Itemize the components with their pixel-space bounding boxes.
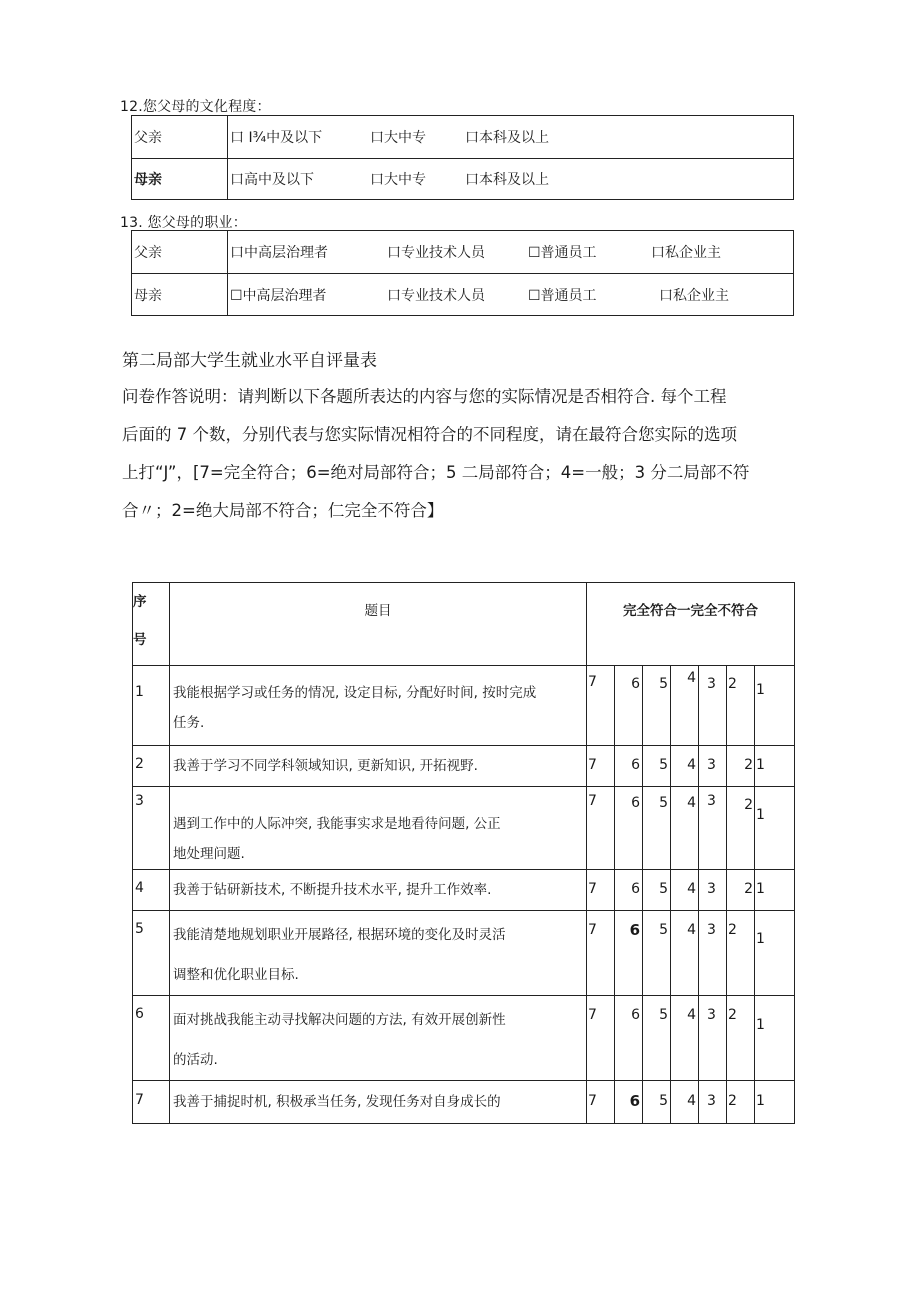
table-row (133, 746, 795, 787)
row-number: 6 (133, 996, 170, 1081)
score-3[interactable]: 3 (699, 870, 727, 911)
score-4[interactable]: 4 (671, 996, 699, 1081)
q12-row-father (132, 116, 794, 159)
row-question (170, 746, 587, 787)
question-line: 我能清楚地规划职业开展路径, 根据环境的变化及时灵活 (173, 927, 506, 943)
score-4[interactable]: 4 (671, 787, 699, 870)
q12-option[interactable]: 口高中及以下 (230, 172, 314, 188)
header-seq-bottom: 号 (133, 632, 147, 648)
q13-row-father (132, 231, 794, 274)
score-6[interactable]: 6 (615, 787, 643, 870)
row-question (170, 911, 587, 996)
score-2[interactable]: 2 (727, 787, 755, 870)
score-1[interactable]: 1 (755, 911, 795, 996)
row-number: 1 (133, 666, 170, 746)
row-number: 7 (133, 1081, 170, 1124)
instructions-line: 合〃；2=绝大局部不符合；仁完全不符合】 (122, 501, 444, 520)
q12-who: 父亲 (132, 116, 228, 159)
score-7[interactable]: 7 (587, 870, 615, 911)
header-title: 题目 (170, 583, 587, 666)
score-5[interactable]: 5 (643, 787, 671, 870)
question-line: 我善于学习不同学科领域知识, 更新知识, 开拓视野. (173, 758, 478, 774)
score-2[interactable]: 2 (727, 996, 755, 1081)
score-2[interactable]: 2 (727, 1081, 755, 1124)
row-number: 4 (133, 870, 170, 911)
score-6[interactable]: 6 (615, 996, 643, 1081)
score-7[interactable]: 7 (587, 746, 615, 787)
q12-option[interactable]: 口大中专 (370, 130, 426, 146)
row-question (170, 1081, 587, 1124)
score-2[interactable]: 2 (727, 870, 755, 911)
q13-row-mother (132, 274, 794, 316)
q13-who: 母亲 (132, 274, 228, 316)
score-1[interactable]: 1 (755, 787, 795, 870)
q12-row-mother (132, 159, 794, 200)
q13-option[interactable]: 口专业技术人员 (387, 245, 485, 261)
self-assessment-table (132, 582, 795, 1124)
q13-option[interactable]: ☐中高层治理者 (230, 287, 327, 304)
score-2[interactable]: 2 (727, 746, 755, 787)
table-row (133, 870, 795, 911)
score-1[interactable]: 1 (755, 1081, 795, 1124)
score-7[interactable]: 7 (587, 996, 615, 1081)
score-3[interactable]: 3 (699, 1081, 727, 1124)
score-7[interactable]: 7 (587, 1081, 615, 1124)
q13-option[interactable]: 口专业技术人员 (387, 287, 485, 304)
score-1[interactable]: 1 (755, 746, 795, 787)
question-line: 地处理问题. (173, 846, 245, 862)
q13-option[interactable]: 口私企业主 (651, 245, 721, 261)
score-2[interactable]: 2 (727, 666, 755, 746)
score-6[interactable]: 6 (615, 911, 643, 996)
q12-who: 母亲 (132, 159, 228, 200)
table-row (133, 787, 795, 870)
score-5[interactable]: 5 (643, 911, 671, 996)
score-5[interactable]: 5 (643, 746, 671, 787)
table-row (133, 996, 795, 1081)
q13-option[interactable]: 口中高层治理者 (230, 245, 328, 261)
score-5[interactable]: 5 (643, 1081, 671, 1124)
score-4[interactable]: 4 (671, 746, 699, 787)
score-5[interactable]: 5 (643, 996, 671, 1081)
score-5[interactable]: 5 (643, 666, 671, 746)
section-title: 第二局部大学生就业水平自评量表 (122, 351, 377, 371)
header-scale: 完全符合一完全不符合 (587, 583, 795, 666)
score-6[interactable]: 6 (615, 746, 643, 787)
question-line: 任务. (173, 715, 205, 731)
q12-option[interactable]: 口 I¾中及以下 (230, 130, 323, 146)
score-7[interactable]: 7 (587, 666, 615, 746)
question-line: 我善于钻研新技术, 不断提升技术水平, 提升工作效率. (173, 882, 492, 898)
instructions-line: 后面的 7 个数，分别代表与您实际情况相符合的不同程度，请在最符合您实际的选项 (122, 425, 737, 444)
q13-option[interactable]: ☐普通员工 (528, 287, 597, 304)
instructions-line: 上打“J”，[7=完全符合；6=绝对局部符合；5 二局部符合；4=一般；3 分二局部不符 (122, 463, 750, 482)
header-seq (133, 583, 170, 666)
row-question (170, 787, 587, 870)
q13-option[interactable]: 口私企业主 (659, 287, 729, 304)
table-row (133, 911, 795, 996)
q12-option[interactable]: 口本科及以上 (465, 130, 549, 146)
q12-option[interactable]: 口大中专 (370, 172, 426, 188)
instructions-line: 问卷作答说明：请判断以下各题所表达的内容与您的实际情况是否相符合. 每个工程 (122, 387, 727, 406)
score-1[interactable]: 1 (755, 870, 795, 911)
score-3[interactable]: 3 (699, 746, 727, 787)
row-question (170, 870, 587, 911)
question-line: 的活动. (173, 1052, 218, 1068)
question-line: 遇到工作中的人际冲突, 我能事实求是地看待问题, 公正 (173, 816, 501, 832)
header-seq-top: 序 (133, 594, 147, 610)
score-4[interactable]: 4 (671, 870, 699, 911)
score-3[interactable]: 3 (699, 996, 727, 1081)
question-line: 面对挑战我能主动寻找解决问题的方法, 有效开展创新性 (173, 1012, 506, 1028)
row-question (170, 666, 587, 746)
score-1[interactable]: 1 (755, 666, 795, 746)
row-number: 2 (133, 746, 170, 787)
score-5[interactable]: 5 (643, 870, 671, 911)
score-6[interactable]: 6 (615, 1081, 643, 1124)
q13-who: 父亲 (132, 231, 228, 274)
q13-table (131, 230, 794, 316)
score-3[interactable]: 3 (699, 911, 727, 996)
score-7[interactable]: 7 (587, 787, 615, 870)
score-3[interactable]: 3 (699, 666, 727, 746)
instructions (122, 378, 812, 530)
question-line: 我善于捕捉时机, 积极承当任务, 发现任务对自身成长的 (173, 1094, 501, 1110)
question-line: 调整和优化职业目标. (173, 967, 299, 983)
q13-label: 13. 您父母的职业： (120, 215, 247, 231)
score-7[interactable]: 7 (587, 911, 615, 996)
row-question (170, 996, 587, 1081)
score-6[interactable]: 6 (615, 666, 643, 746)
score-4[interactable]: 4 (671, 1081, 699, 1124)
score-2[interactable]: 2 (727, 911, 755, 996)
question-line: 我能根据学习或任务的情况, 设定目标, 分配好时间, 按时完成 (173, 685, 537, 701)
score-1[interactable]: 1 (755, 996, 795, 1081)
score-4[interactable]: 4 (671, 666, 699, 746)
q12-label: 12.您父母的文化程度： (120, 99, 271, 115)
table-row (133, 1081, 795, 1124)
row-number: 3 (133, 787, 170, 870)
row-number: 5 (133, 911, 170, 996)
score-6[interactable]: 6 (615, 870, 643, 911)
q13-option[interactable]: ☐普通员工 (528, 245, 597, 261)
q12-table (131, 115, 794, 200)
score-4[interactable]: 4 (671, 911, 699, 996)
score-3[interactable]: 3 (699, 787, 727, 870)
table-header (133, 583, 795, 666)
table-row (133, 666, 795, 746)
q12-option[interactable]: 口本科及以上 (465, 172, 549, 188)
